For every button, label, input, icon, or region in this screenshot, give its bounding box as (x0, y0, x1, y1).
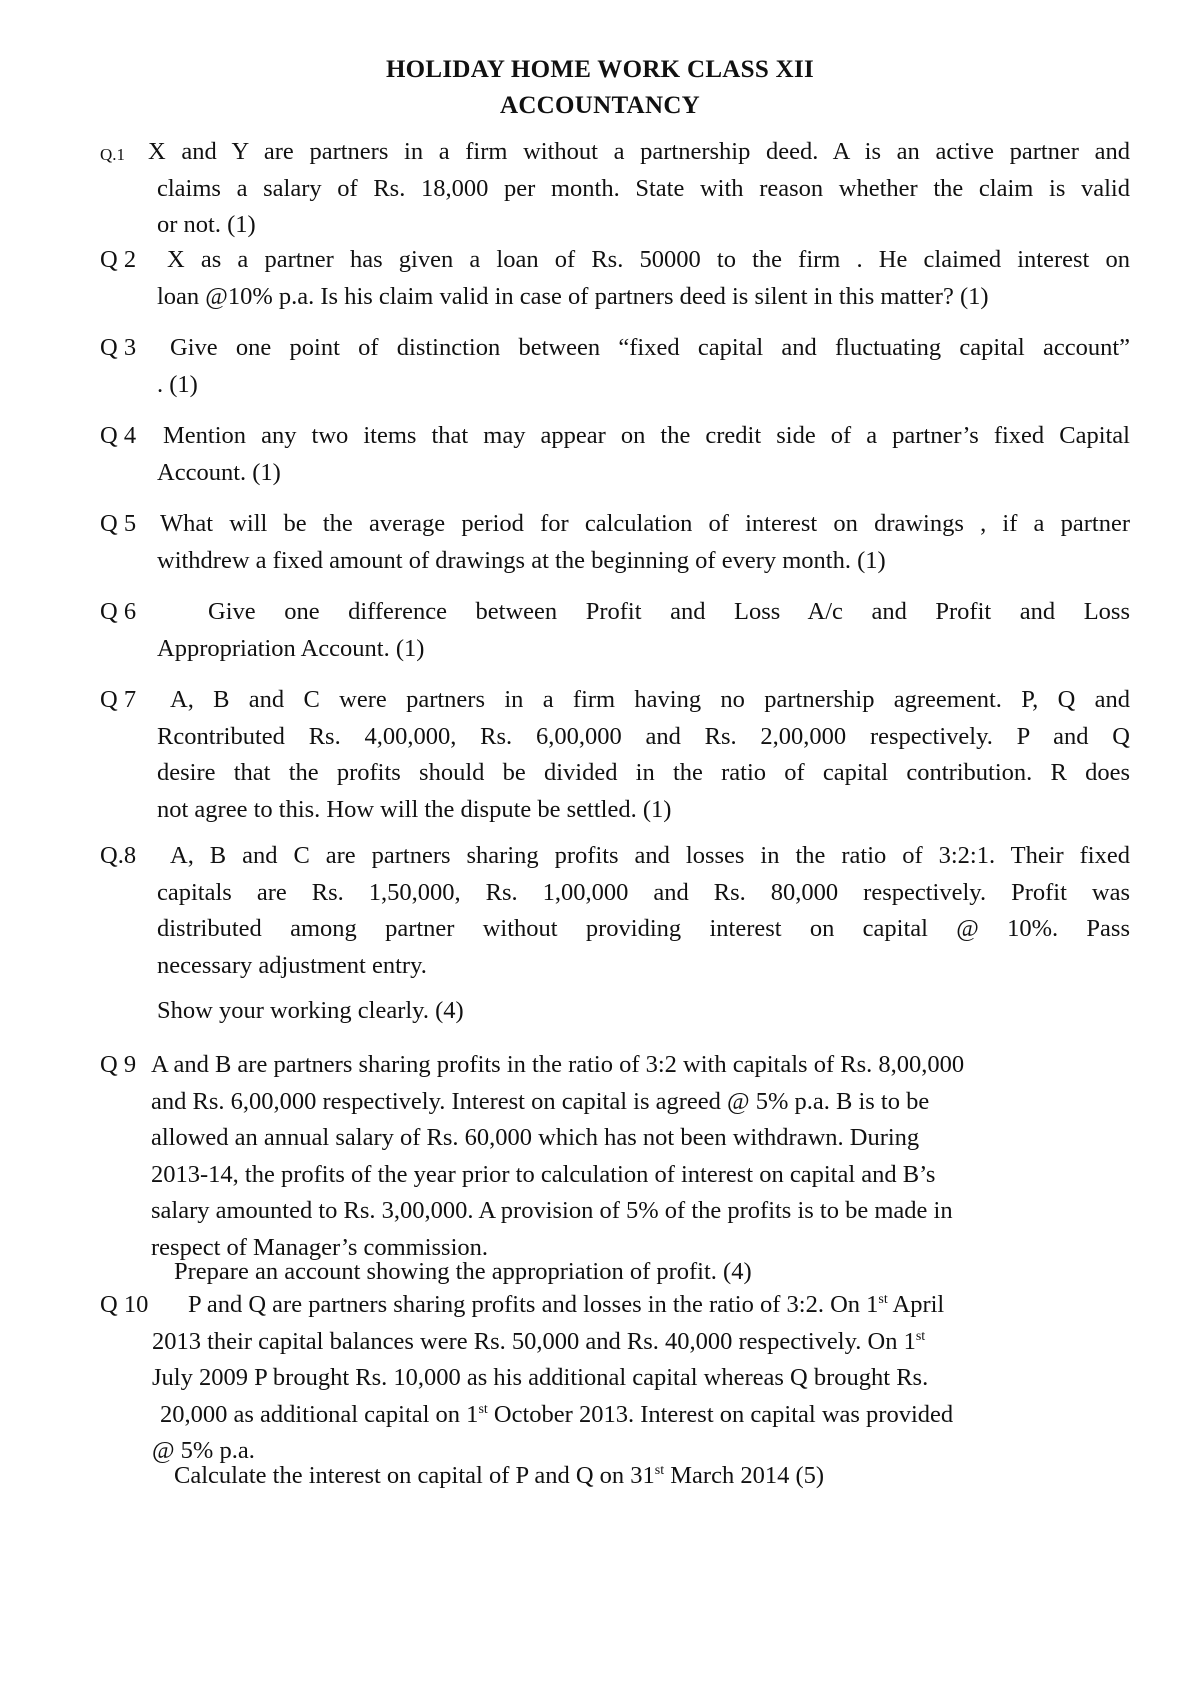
question-text-line: and Rs. 6,00,000 respectively. Interest on capital is agreed @ 5% p.a. B is to be (151, 1087, 930, 1115)
question-text-line: Give one point of distinction between “fixed capital and fluctuating capital account” (170, 334, 1130, 361)
question-number: Q 10 (100, 1291, 149, 1318)
document-title: HOLIDAY HOME WORK CLASS XII (385, 56, 815, 83)
question-number: Q 9 (100, 1051, 137, 1078)
question-2 (100, 242, 1130, 315)
question-text-line: desire that the profits should be divided in the ratio of capital contribution. R does (157, 759, 1130, 787)
question-text-line: 2013-14, the profits of the year prior to calculation of interest on capital and B’s (151, 1160, 936, 1188)
question-text-line: allowed an annual salary of Rs. 60,000 which has not been withdrawn. During (151, 1124, 920, 1152)
question-number: Q 4 (100, 422, 137, 449)
question-text-line: 20,000 as additional capital on 1st October 2013. Interest on capital was provided (160, 1400, 954, 1428)
question-text-line: What will be the average period for calculation of interest on drawings , if a partner (160, 510, 1130, 537)
question-text-line: @ 5% p.a. (152, 1437, 255, 1465)
question-text-line: Rcontributed Rs. 4,00,000, Rs. 6,00,000 and Rs. 2,00,000 respectively. P and Q (157, 722, 1130, 750)
question-text-line: X and Y are partners in a firm without a partnership deed. A is an active partner and (148, 138, 1130, 165)
question-text-line: or not. (1) (157, 211, 256, 239)
question-4 (100, 418, 1130, 491)
question-text-line: X as a partner has given a loan of Rs. 50000 to the firm . He claimed interest on (167, 246, 1130, 273)
question-text-line: distributed among partner without providing interest on capital @ 10%. Pass (157, 915, 1130, 943)
question-number: Q.8 (100, 842, 137, 869)
question-text-line: necessary adjustment entry. (157, 951, 427, 979)
question-text-line: A, B and C were partners in a firm having no partnership agreement. P, Q and (170, 686, 1130, 713)
question-text-line: loan @10% p.a. Is his claim valid in case of partners deed is silent in this matter? (1) (157, 282, 989, 310)
question-text-line: claims a salary of Rs. 18,000 per month. State with reason whether the claim is valid (157, 174, 1130, 202)
question-text-line: Give one difference between Profit and Loss A/c and Profit and Loss (208, 598, 1130, 625)
question-text-line: Account. (1) (157, 458, 281, 486)
question-9-instruction: Prepare an account showing the appropriation of profit. (4) (174, 1258, 752, 1285)
question-number: Q 6 (100, 598, 137, 625)
question-text-line: salary amounted to Rs. 3,00,000. A provision of 5% of the profits is to be made in (151, 1197, 953, 1225)
question-text-line: A, B and C are partners sharing profits and losses in the ratio of 3:2:1. Their fixed (170, 842, 1130, 869)
question-5 (100, 506, 1130, 579)
question-10-instruction: Calculate the interest on capital of P and Q on 31st March 2014 (5) (174, 1462, 825, 1489)
question-text-line: respect of Manager’s commission. (151, 1233, 489, 1261)
question-text-line: 2013 their capital balances were Rs. 50,000 and Rs. 40,000 respectively. On 1st (152, 1327, 926, 1355)
question-text-line: Mention any two items that may appear on the credit side of a partner’s fixed Capital (163, 422, 1130, 449)
question-text-line: . (1) (157, 370, 198, 398)
question-1 (100, 134, 1130, 244)
question-text-line: capitals are Rs. 1,50,000, Rs. 1,00,000 and Rs. 80,000 respectively. Profit was (157, 878, 1130, 906)
question-8 (100, 838, 1130, 984)
question-number: Q.1 (100, 145, 126, 164)
question-number: Q 3 (100, 334, 137, 361)
question-text-line: A and B are partners sharing profits in the ratio of 3:2 with capitals of Rs. 8,00,000 (151, 1051, 965, 1078)
question-number: Q 5 (100, 510, 137, 537)
question-text-line: withdrew a fixed amount of drawings at the beginning of every month. (1) (157, 546, 886, 574)
question-6 (100, 594, 1130, 667)
question-text-line: July 2009 P brought Rs. 10,000 as his additional capital whereas Q brought Rs. (152, 1364, 929, 1392)
question-text-line: not agree to this. How will the dispute be settled. (1) (157, 795, 672, 823)
question-number: Q 7 (100, 686, 137, 713)
question-9 (100, 1047, 1100, 1267)
question-number: Q 2 (100, 246, 137, 273)
document-subject: ACCOUNTANCY (499, 92, 701, 119)
question-8-instruction: Show your working clearly. (4) (157, 997, 464, 1024)
question-3 (100, 330, 1130, 403)
question-10 (100, 1287, 1100, 1470)
question-text-line: P and Q are partners sharing profits and losses in the ratio of 3:2. On 1st April (188, 1291, 945, 1318)
question-text-line: Appropriation Account. (1) (157, 634, 425, 662)
question-7 (100, 682, 1130, 828)
